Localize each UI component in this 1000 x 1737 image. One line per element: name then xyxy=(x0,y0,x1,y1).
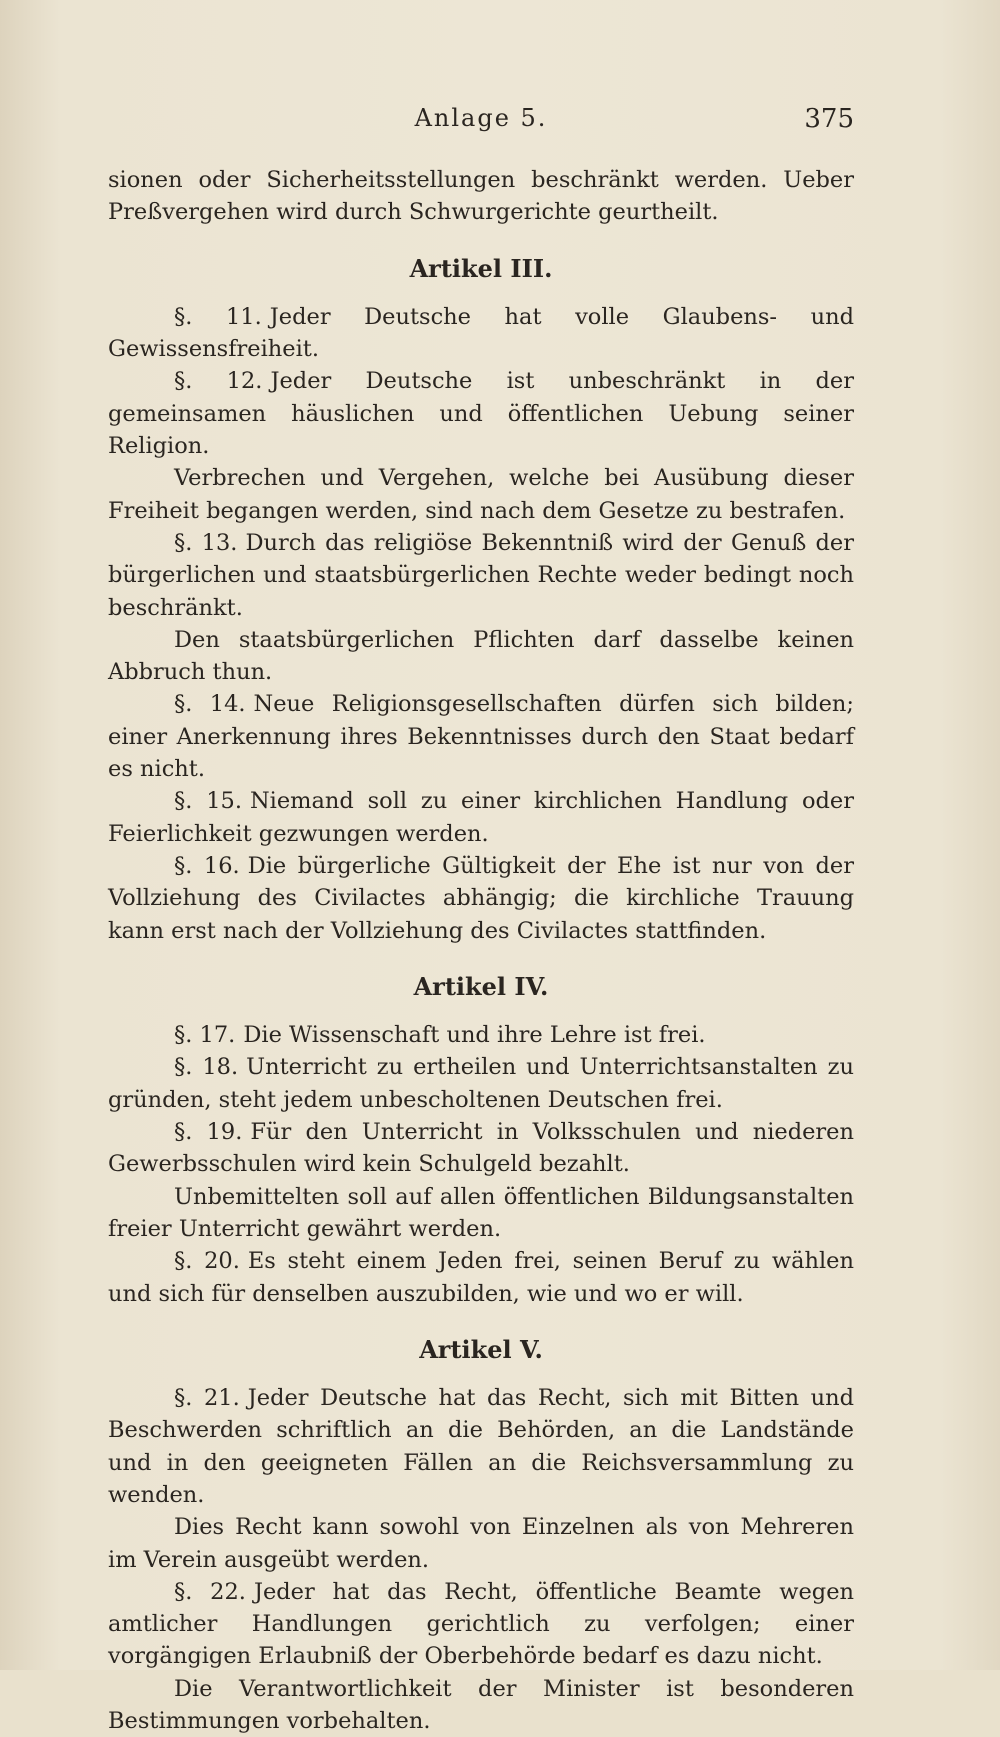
paragraph-text: Die Verantwortlichkeit der Minister ist besonderen Bestimmungen vorbehalten. xyxy=(108,1675,854,1735)
section-number: §. 12. xyxy=(174,368,263,395)
paragraph-text: sionen oder Sicherheitsstellungen beschränkt werden. Ueber Preßvergehen wird durch Schwurgerichte geurtheilt. xyxy=(108,167,854,226)
paragraph-text: Den staatsbürgerlichen Pflichten darf dasselbe keinen Abbruch thun. xyxy=(108,626,854,686)
paragraph-text: Jeder Deutsche hat volle Glaubens- und Gewissensfreiheit. xyxy=(108,303,854,363)
paragraph xyxy=(108,1181,854,1246)
paragraph xyxy=(108,785,854,850)
paragraph-text: Niemand soll zu einer kirchlichen Handlung oder Feierlichkeit gezwungen werden. xyxy=(108,788,854,847)
paragraph-text: Es steht einem Jeden frei, seinen Beruf zu wählen und sich für denselben auszubilden, wie und wo er will. xyxy=(108,1248,854,1307)
paragraph-text: Unterricht zu ertheilen und Unterrichtsanstalten zu gründen, steht jedem unbescholtenen Deutschen frei. xyxy=(108,1054,854,1113)
paragraph-text: Neue Religionsgesellschaften dürfen sich bilden; einer Anerkennung ihres Bekenntnisses durch den Staat bedarf es nicht. xyxy=(108,691,855,783)
paragraph-text: Jeder Deutsche ist unbeschränkt in der gemeinsamen häuslichen und öffentlichen Uebung seiner Religion. xyxy=(108,368,854,460)
paragraph xyxy=(108,462,854,527)
section-number: §. 11. xyxy=(174,303,262,330)
section-number: §. 15. xyxy=(174,788,242,815)
paragraph xyxy=(108,1019,854,1051)
paragraph xyxy=(108,1511,854,1576)
page-header xyxy=(108,104,854,144)
section-number: §. 16. xyxy=(174,852,240,879)
article-heading: Artikel IV. xyxy=(413,971,549,1001)
section-number: §. 13. xyxy=(174,529,238,556)
paragraph xyxy=(108,365,854,462)
running-head: Anlage 5. xyxy=(414,104,548,132)
paragraph-continuation xyxy=(108,164,854,229)
paragraph xyxy=(108,1382,854,1511)
section-number: §. 22. xyxy=(174,1578,246,1605)
page-number: 375 xyxy=(804,104,854,134)
section-number: §. 17. xyxy=(174,1022,236,1049)
paragraph xyxy=(108,1245,854,1310)
paragraph-text: Die Wissenschaft und ihre Lehre ist frei. xyxy=(243,1022,706,1049)
paragraph xyxy=(108,301,854,366)
paragraph-text: Verbrechen und Vergehen, welche bei Ausübung dieser Freiheit begangen werden, sind nach dem Gesetze zu bestrafen. xyxy=(108,465,854,524)
paragraph xyxy=(108,527,854,624)
paragraph-text: Dies Recht kann sowohl von Einzelnen als von Mehreren im Verein ausgeübt werden. xyxy=(108,1514,854,1573)
paragraph xyxy=(108,1116,854,1181)
section-number: §. 20. xyxy=(174,1248,240,1275)
section-number: §. 18. xyxy=(174,1054,239,1081)
paragraph xyxy=(108,624,854,689)
paragraph-text: Jeder Deutsche hat das Recht, sich mit Bitten und Beschwerden schriftlich an die Behörden, an die Landstände und in den geeigneten Fällen an die Reichsversammlung zu wenden. xyxy=(108,1385,854,1508)
paragraph-text: Die bürgerliche Gültigkeit der Ehe ist nur von der Vollziehung des Civilactes abhängig; die kirchliche Trauung kann erst nach der Vollziehung des Civilactes stattfinden. xyxy=(108,852,854,944)
paragraph-text: Durch das religiöse Bekenntniß wird der Genuß der bürgerlichen und staatsbürgerlichen Rechte weder bedingt noch beschränkt. xyxy=(108,529,854,621)
paragraph xyxy=(108,1673,854,1737)
paragraph-text: Für den Unterricht in Volksschulen und niederen Gewerbsschulen wird kein Schulgeld bezahlt. xyxy=(108,1119,854,1178)
paragraph xyxy=(108,1051,854,1116)
paragraph-text: Unbemittelten soll auf allen öffentlichen Bildungsanstalten freier Unterricht gewährt werden. xyxy=(108,1183,854,1242)
article-heading: Artikel V. xyxy=(419,1334,543,1364)
paragraph xyxy=(108,688,854,785)
article-heading: Artikel III. xyxy=(409,253,553,283)
body-text xyxy=(108,164,854,1737)
section-number: §. 21. xyxy=(174,1385,240,1412)
paragraph xyxy=(108,1576,854,1673)
paragraph xyxy=(108,850,854,947)
section-number: §. 14. xyxy=(174,691,246,718)
paragraph-text: Jeder hat das Recht, öffentliche Beamte wegen amtlicher Handlungen gerichtlich zu verfolgen; einer vorgängigen Erlaubniß der Oberbehörde bedarf es dazu nicht. xyxy=(108,1578,854,1670)
section-number: §. 19. xyxy=(174,1119,243,1146)
